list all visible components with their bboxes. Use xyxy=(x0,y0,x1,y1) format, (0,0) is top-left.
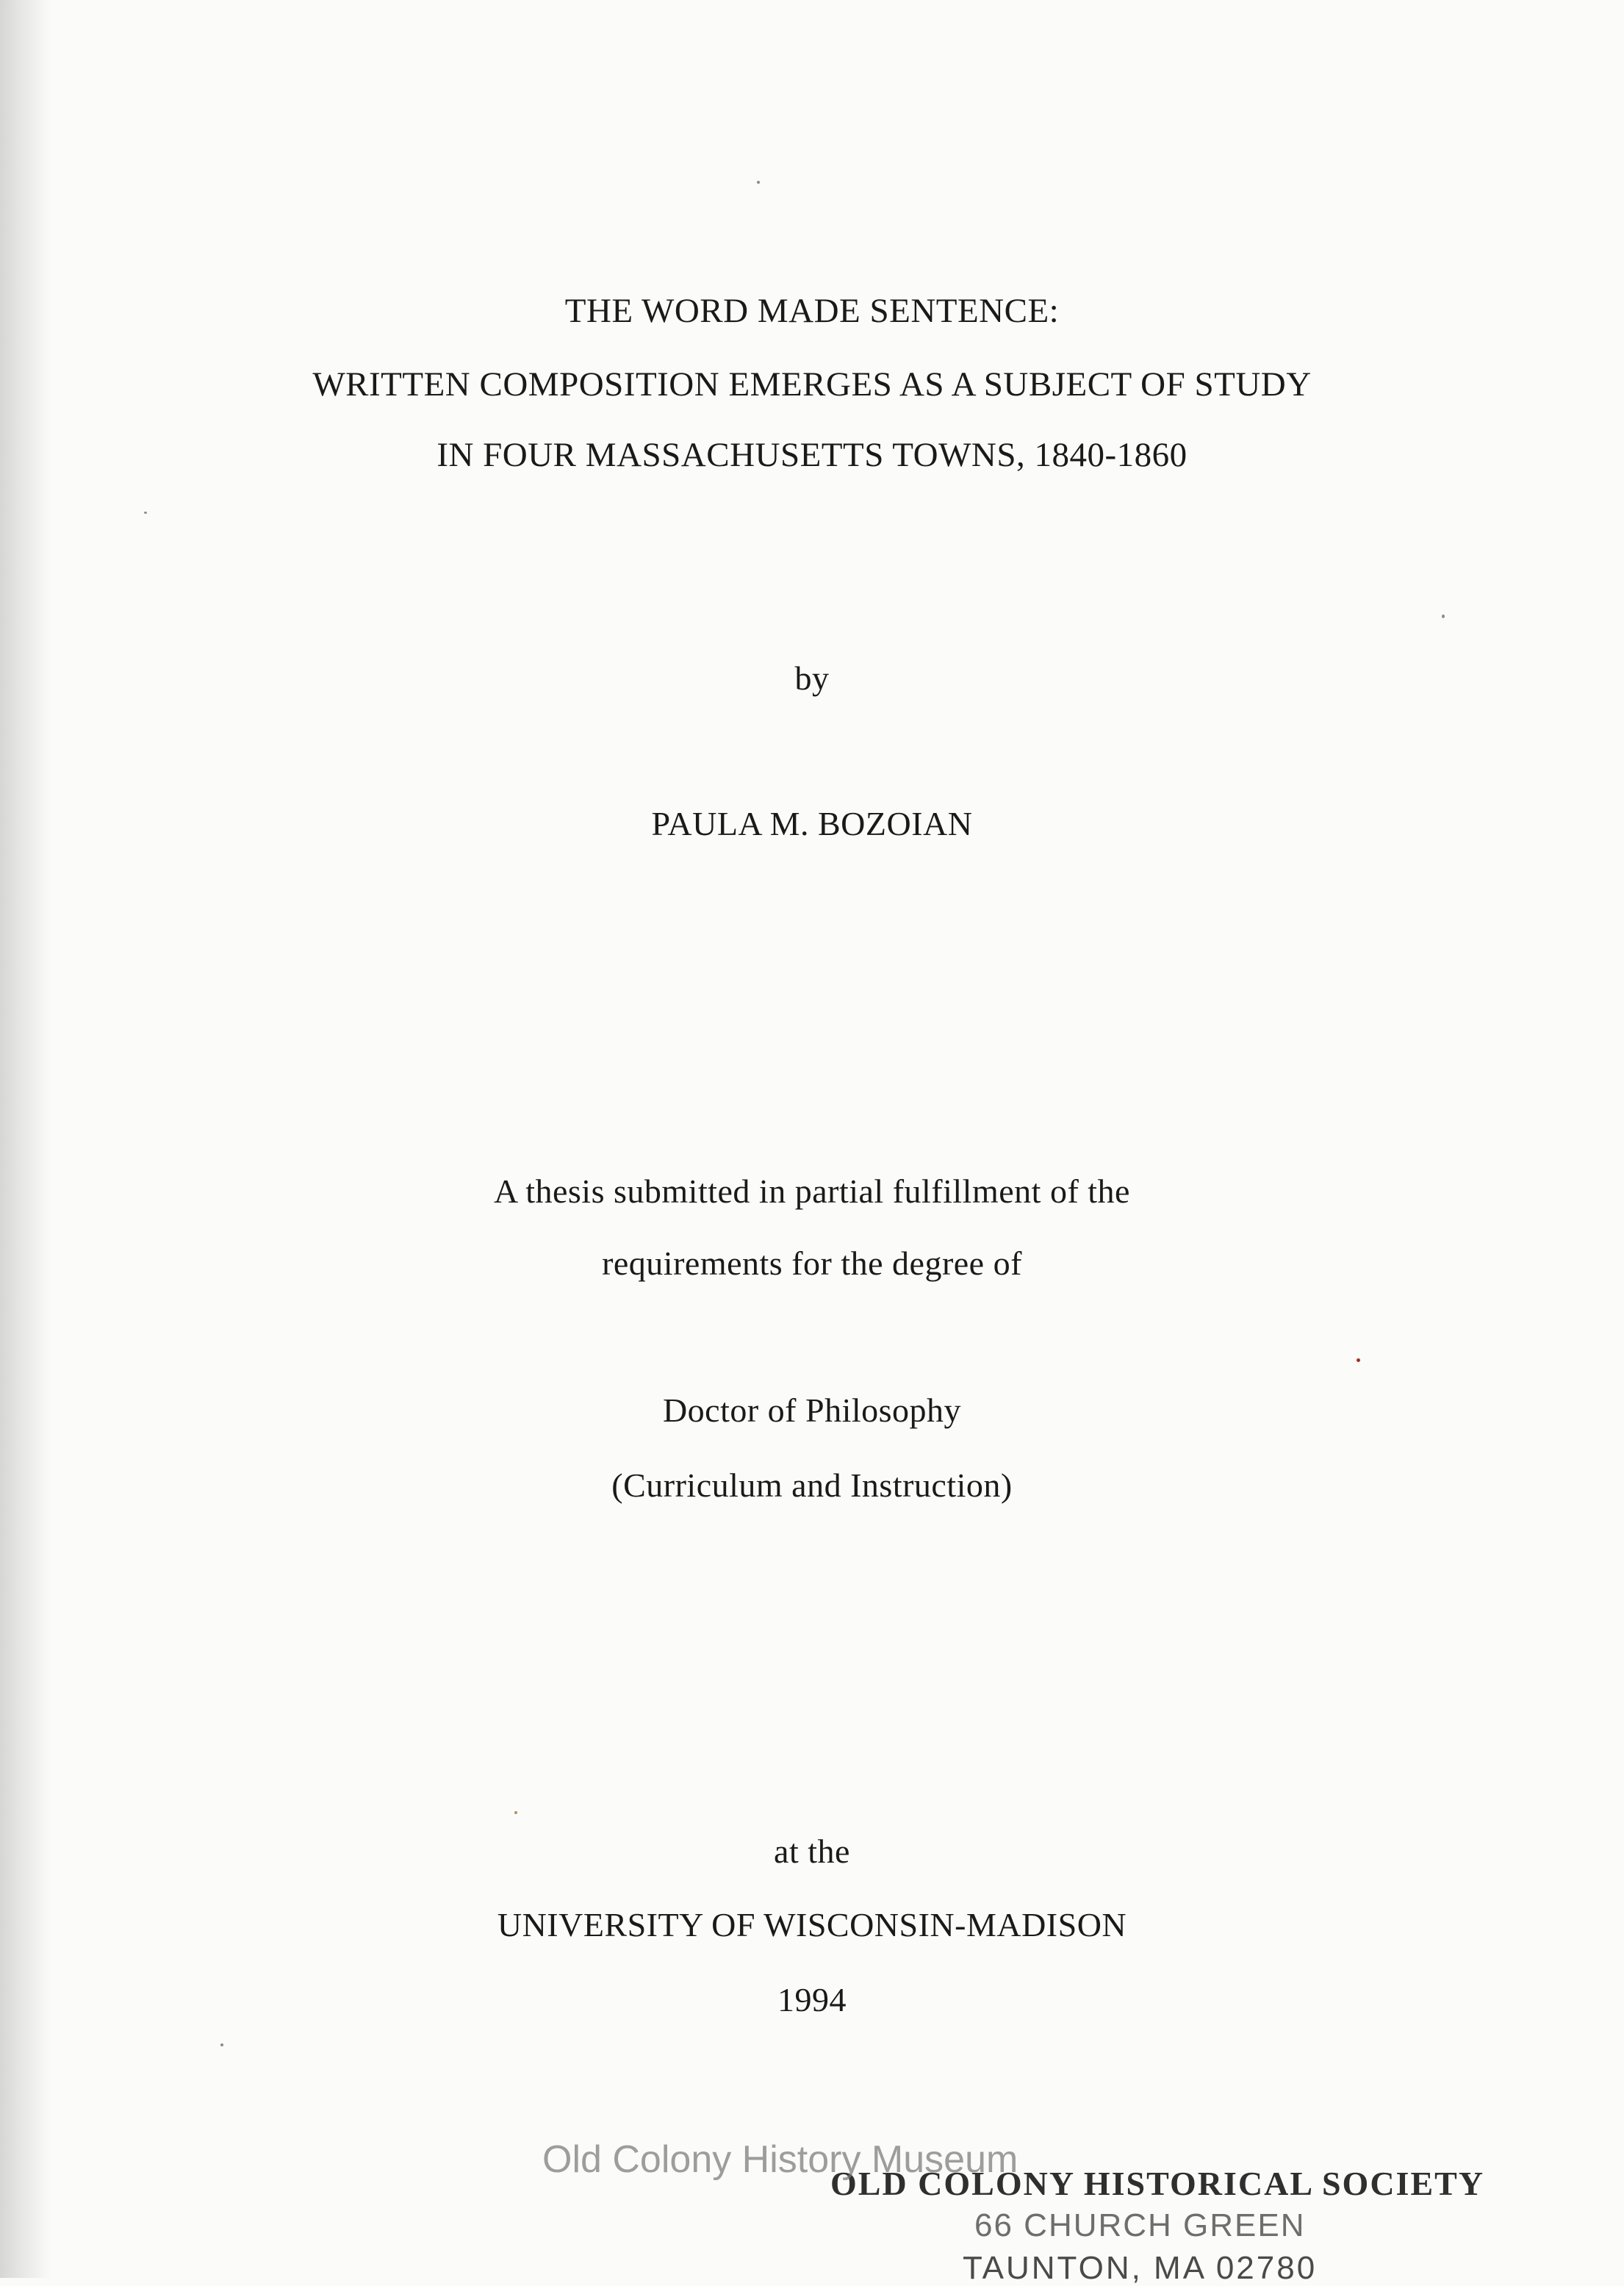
byline: by xyxy=(794,659,830,697)
title-line-1: THE WORD MADE SENTENCE: xyxy=(564,292,1060,330)
submission-line-2: requirements for the degree of xyxy=(602,1244,1022,1282)
author-name: PAULA M. BOZOIAN xyxy=(651,805,973,842)
title-line-3: IN FOUR MASSACHUSETTS TOWNS, 1840-1860 xyxy=(436,436,1188,474)
paper-speck xyxy=(144,512,147,514)
paper-speck xyxy=(1357,1358,1360,1362)
year: 1994 xyxy=(777,1981,847,2018)
watermark: Old Colony History Museum xyxy=(542,2138,1018,2181)
title-line-2: WRITTEN COMPOSITION EMERGES AS A SUBJECT OF STUDY xyxy=(312,365,1312,404)
paper-speck xyxy=(757,181,760,184)
stamp-address-line-2: TAUNTON, MA 02780 xyxy=(963,2250,1318,2286)
at-the: at the xyxy=(774,1832,850,1870)
paper-speck xyxy=(1442,615,1445,618)
submission-line-1: A thesis submitted in partial fulfillment of the xyxy=(494,1172,1130,1210)
stamp-address-line-1: 66 CHURCH GREEN xyxy=(974,2207,1306,2243)
paper-speck xyxy=(220,2043,223,2046)
university: UNIVERSITY OF WISCONSIN-MADISON xyxy=(497,1906,1127,1943)
stamp-organization: OLD COLONY HISTORICAL SOCIETY xyxy=(830,2165,1485,2202)
paper-speck xyxy=(514,1811,517,1814)
program: (Curriculum and Instruction) xyxy=(611,1466,1013,1504)
degree: Doctor of Philosophy xyxy=(662,1391,962,1429)
